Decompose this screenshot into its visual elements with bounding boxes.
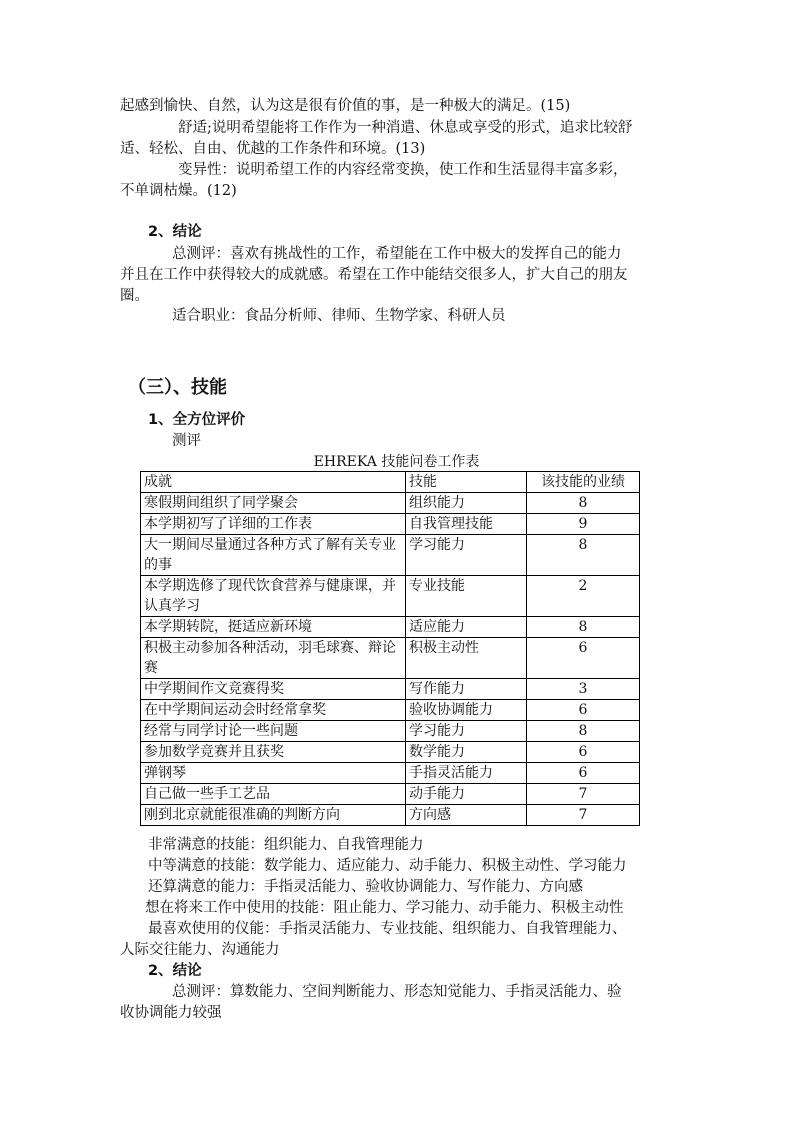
table-row [141, 638, 640, 679]
skill-cell: 组织能力 [406, 493, 527, 514]
table-row [141, 805, 640, 826]
skill-cell: 学习能力 [406, 721, 527, 742]
score-cell: 8 [527, 493, 640, 514]
skill-cell: 自我管理技能 [406, 514, 527, 535]
test-label: 测评 [172, 433, 201, 449]
achievement-cell: 弹钢琴 [141, 763, 406, 784]
achievement-cell: 寒假期间组织了同学聚会 [141, 493, 406, 514]
skill-cell: 写作能力 [406, 679, 527, 700]
achievement-cell: 在中学期间运动会时经常拿奖 [141, 700, 406, 721]
medium-satisfied-skills: 中等满意的技能：数学能力、适应能力、动手能力、积极主动性、学习能力 [148, 858, 627, 874]
table-row [141, 742, 640, 763]
variety-line2: 不单调枯燥。(12) [120, 183, 237, 199]
table-row [141, 784, 640, 805]
score-cell: 7 [527, 784, 640, 805]
skill-cell: 积极主动性 [406, 638, 527, 679]
skill-cell: 数学能力 [406, 742, 527, 763]
header-performance: 该技能的业绩 [527, 472, 640, 493]
table-row [141, 576, 640, 617]
conclusion1-summary-line2: 并且在工作中获得较大的成就感。希望在工作中能结交很多人，扩大自己的朋友 [120, 267, 628, 283]
conclusion1-summary-line3: 圈。 [120, 288, 149, 304]
comfort-line2: 适、轻松、自由、优越的工作条件和环境。(13) [120, 141, 426, 157]
score-cell: 8 [527, 721, 640, 742]
skill-cell: 专业技能 [406, 576, 527, 617]
skill-cell: 学习能力 [406, 535, 527, 576]
table-header-row [141, 472, 640, 493]
skills-table [140, 471, 640, 826]
comfort-line1: 舒适;说明希望能将工作作为一种消遣、休息或享受的形式，追求比较舒 [178, 120, 633, 136]
score-cell: 7 [527, 805, 640, 826]
header-achievement: 成就 [141, 472, 406, 493]
score-cell: 8 [527, 535, 640, 576]
table-row [141, 763, 640, 784]
header-skill: 技能 [406, 472, 527, 493]
section3-sub2: 2、结论 [148, 963, 202, 979]
skill-cell: 手指灵活能力 [406, 763, 527, 784]
table-row [141, 679, 640, 700]
skill-cell: 方向感 [406, 805, 527, 826]
score-cell: 6 [527, 638, 640, 679]
conclusion1-summary-line1: 总测评：喜欢有挑战性的工作，希望能在工作中极大的发挥自己的能力 [172, 246, 622, 262]
table-caption: EHREKA 技能问卷工作表 [313, 454, 480, 470]
score-cell: 9 [527, 514, 640, 535]
favorite-skills-line2: 人际交往能力、沟通能力 [120, 942, 280, 958]
achievement-cell: 大一期间尽量通过各种方式了解有关专业的事 [141, 535, 406, 576]
fairly-satisfied-skills: 还算满意的能力：手指灵活能力、验收协调能力、写作能力、方向感 [148, 879, 583, 895]
future-use-skills: 想在将来工作中使用的技能：阻止能力、学习能力、动手能力、积极主动性 [145, 900, 624, 916]
skill-cell: 验收协调能力 [406, 700, 527, 721]
score-cell: 2 [527, 576, 640, 617]
section3-sub1: 1、全方位评价 [148, 412, 246, 428]
table-row [141, 493, 640, 514]
achievement-cell: 本学期选修了现代饮食营养与健康课，并认真学习 [141, 576, 406, 617]
score-cell: 8 [527, 617, 640, 638]
achievement-cell: 经常与同学讨论一些问题 [141, 721, 406, 742]
table-row [141, 514, 640, 535]
score-cell: 3 [527, 679, 640, 700]
achievement-cell: 中学期间作文竞赛得奖 [141, 679, 406, 700]
achievement-cell: 参加数学竞赛并且获奖 [141, 742, 406, 763]
achievement-cell: 本学期转院，挺适应新环境 [141, 617, 406, 638]
table-row [141, 617, 640, 638]
section3-summary-line1: 总测评：算数能力、空间判断能力、形态知觉能力、手指灵活能力、验 [172, 984, 622, 1000]
section3-title: （三）、技能 [128, 377, 227, 398]
table-row [141, 721, 640, 742]
favorite-skills-line1: 最喜欢使用的仪能：手指灵活能力、专业技能、组织能力、自我管理能力、 [148, 921, 627, 937]
table-row [141, 700, 640, 721]
skill-cell: 适应能力 [406, 617, 527, 638]
achievement-cell: 刚到北京就能很准确的判断方向 [141, 805, 406, 826]
intro-line1: 起感到愉快、自然，认为这是很有价值的事，是一种极大的满足。(15) [120, 98, 571, 114]
skill-cell: 动手能力 [406, 784, 527, 805]
achievement-cell: 自己做一些手工艺品 [141, 784, 406, 805]
table-row [141, 535, 640, 576]
conclusion1-careers: 适合职业：食品分析师、律师、生物学家、科研人员 [172, 308, 506, 324]
score-cell: 6 [527, 700, 640, 721]
score-cell: 6 [527, 742, 640, 763]
very-satisfied-skills: 非常满意的技能：组织能力、自我管理能力 [148, 837, 424, 853]
score-cell: 6 [527, 763, 640, 784]
achievement-cell: 积极主动参加各种活动，羽毛球赛、辩论赛 [141, 638, 406, 679]
conclusion1-heading: 2、结论 [148, 224, 202, 240]
section3-summary-line2: 收协调能力较强 [120, 1005, 222, 1021]
variety-line1: 变异性：说明希望工作的内容经常变换，使工作和生活显得丰富多彩， [178, 162, 628, 178]
achievement-cell: 本学期初写了详细的工作表 [141, 514, 406, 535]
